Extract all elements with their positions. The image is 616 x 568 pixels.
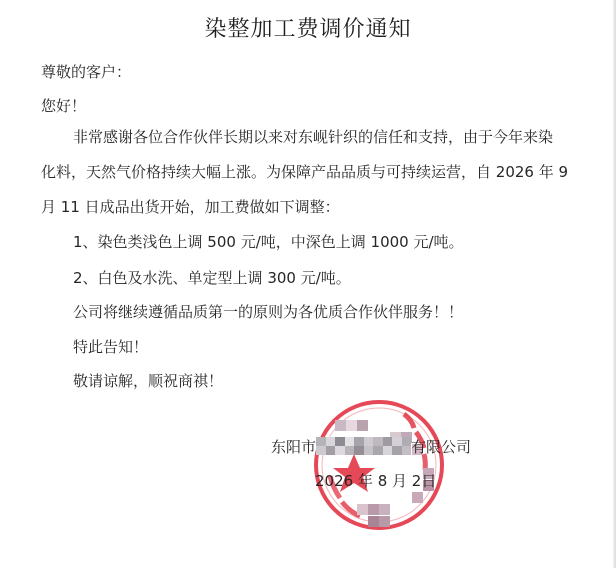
company-name-prefix: 东阳市 <box>271 438 317 456</box>
body-paragraph-line: 化料，天然气价格持续大幅上涨。为保障产品品质与可持续运营，自 2026 年 9 <box>41 163 569 181</box>
company-name-redaction <box>316 437 411 455</box>
signature-date <box>315 471 436 491</box>
adjustment-item: 2、白色及水洗、单定型上调 300 元/吨。 <box>73 269 351 287</box>
adjustment-item: 1、染色类浅色上调 500 元/吨，中深色上调 1000 元/吨。 <box>73 233 464 251</box>
body-paragraph-line: 月 11 日成品出货开始，加工费做如下调整： <box>41 198 340 216</box>
document-title: 染整加工费调价通知 <box>204 17 412 42</box>
greeting: 您好！ <box>41 97 87 115</box>
notice-text: 特此告知！ <box>73 338 149 356</box>
company-name-suffix: 有限公司 <box>411 438 472 456</box>
salutation: 尊敬的客户： <box>41 63 132 81</box>
company-signature <box>271 437 471 457</box>
body-paragraph-line: 非常感谢各位合作伙伴长期以来对东岘针织的信任和支持，由于今年来染 <box>73 128 554 146</box>
date-suffix: 日 <box>421 472 437 490</box>
date-prefix: 2026 年 8 月 2 <box>315 472 422 490</box>
commitment-text: 公司将继续遵循品质第一的原则为各优质合作伙伴服务！！ <box>73 303 464 321</box>
closing-text: 敬请谅解，顺祝商祺！ <box>73 372 224 390</box>
